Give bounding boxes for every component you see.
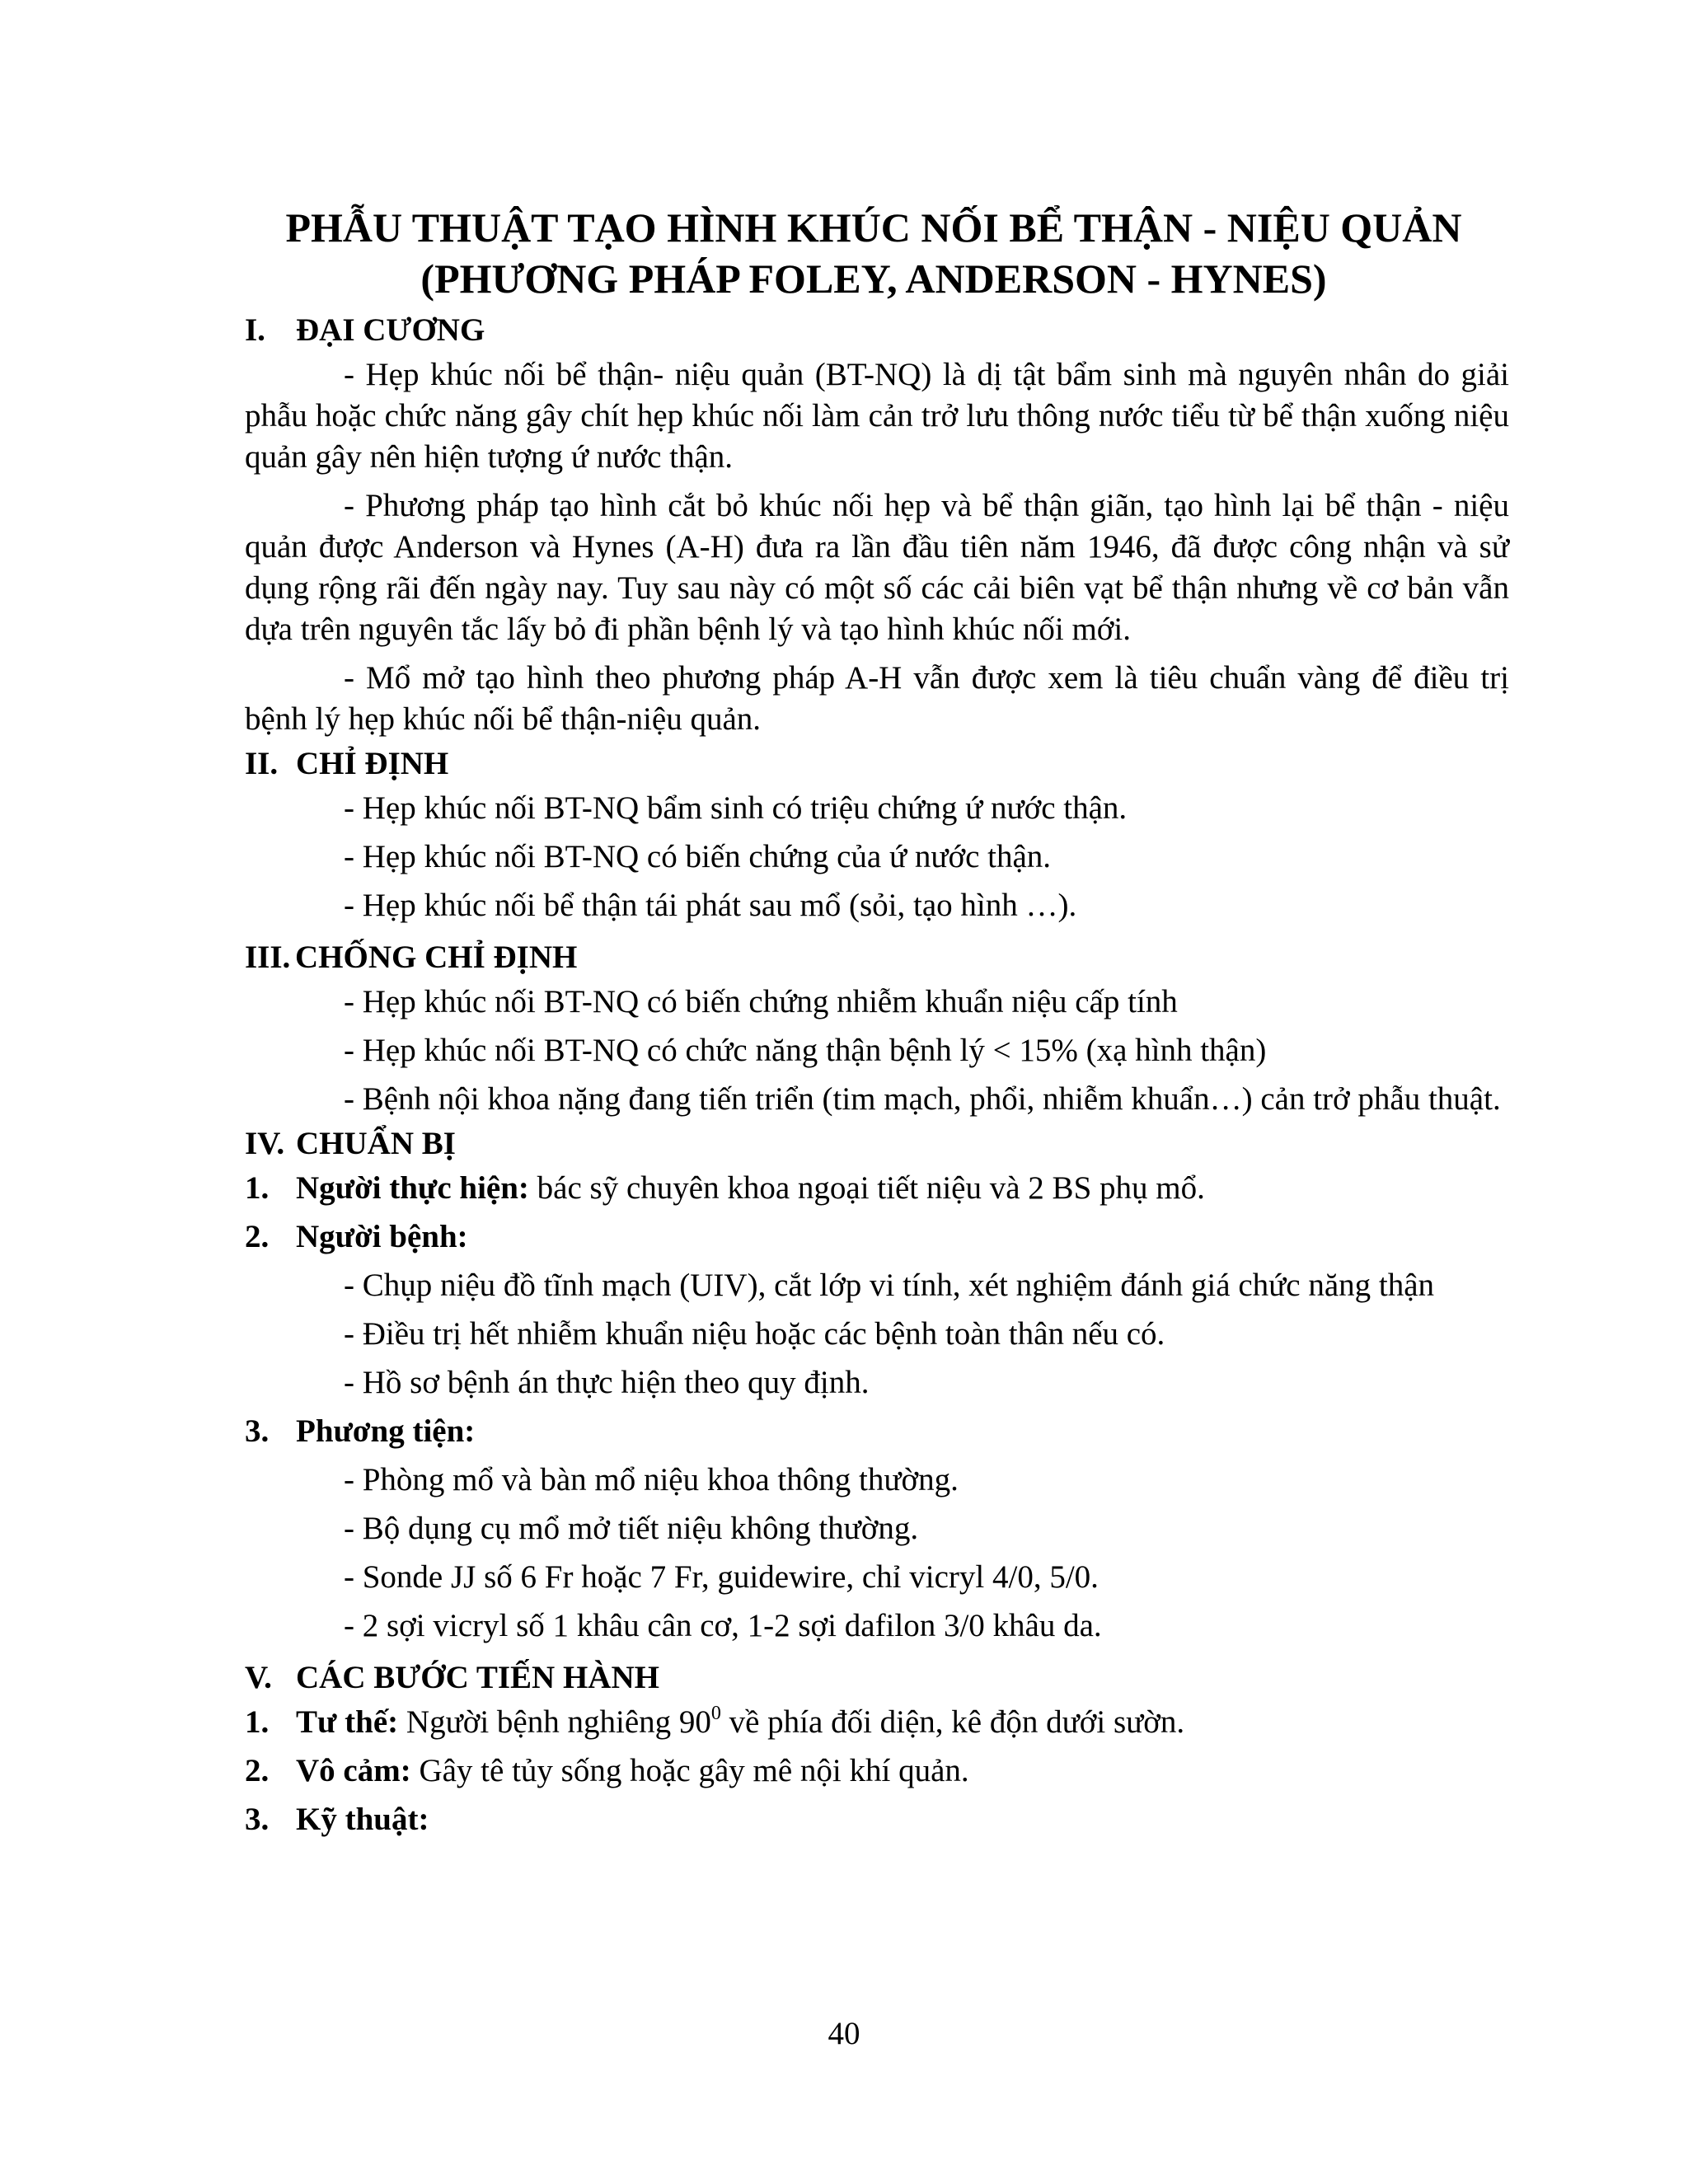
section-heading-chi-dinh	[245, 740, 1509, 788]
paragraph: - Mổ mở tạo hình theo phương pháp A-H vẫn được xem là tiêu chuẩn vàng để điều trị bệnh lý hẹp khúc nối bể thận-niệu quản.	[245, 660, 1509, 737]
subsection-nguoi-benh	[245, 1216, 1509, 1258]
section-title: CHUẨN BỊ	[296, 1126, 456, 1161]
list-item: - 2 sợi vicryl số 1 khâu cân cơ, 1-2 sợi dafilon 3/0 khâu da.	[344, 1608, 1102, 1643]
paragraph: - Hẹp khúc nối bể thận- niệu quản (BT-NQ) là dị tật bẩm sinh mà nguyên nhân do giải phẫu hoặc chức năng gây chít hẹp khúc nối làm cản trở lưu thông nước tiểu từ bể thận xuống niệu quản gây nên hiện tượng ứ nước thận.	[245, 357, 1509, 475]
title-line-1: PHẪU THUẬT TẠO HÌNH KHÚC NỐI BỂ THẬN - NIỆU QUẢN	[285, 204, 1462, 251]
subsection-tu-the	[245, 1702, 1509, 1743]
subsection-text: Người bệnh nghiêng 90	[398, 1704, 711, 1740]
subsection-label: Kỹ thuật:	[296, 1802, 429, 1837]
subsection-number: 2.	[245, 1753, 270, 1788]
subsection-number: 2.	[245, 1219, 270, 1254]
list-item: - Hẹp khúc nối BT-NQ có chức năng thận bệnh lý < 15% (xạ hình thận)	[344, 1033, 1267, 1068]
subsection-label: Tư thế:	[296, 1704, 399, 1740]
list-item: - Sonde JJ số 6 Fr hoặc 7 Fr, guidewire, chỉ vicryl 4/0, 5/0.	[344, 1559, 1099, 1595]
document-body	[245, 307, 1509, 1848]
section-title: ĐẠI CƯƠNG	[296, 312, 485, 348]
list-item: - Điều trị hết nhiễm khuẩn niệu hoặc các bệnh toàn thân nếu có.	[344, 1316, 1165, 1352]
subsection-phuong-tien	[245, 1411, 1509, 1452]
subsection-label: Phương tiện:	[296, 1413, 476, 1449]
superscript-degree: 0	[710, 1703, 721, 1724]
section-heading-cac-buoc-tien-hanh	[245, 1654, 1509, 1702]
subsection-text: về phía đối diện, kê độn dưới sườn.	[720, 1704, 1185, 1740]
section-title: CHỐNG CHỈ ĐỊNH	[295, 940, 578, 975]
subsection-number: 3.	[245, 1802, 270, 1837]
list-item: - Hẹp khúc nối BT-NQ có biến chứng của ứ nước thận.	[344, 839, 1052, 874]
list-item: - Bộ dụng cụ mổ mở tiết niệu không thường.	[344, 1511, 919, 1546]
list-item: - Phòng mổ và bàn mổ niệu khoa thông thường.	[344, 1462, 959, 1497]
subsection-text: bác sỹ chuyên khoa ngoại tiết niệu và 2 BS phụ mổ.	[528, 1170, 1205, 1206]
section-number: IV.	[245, 1126, 285, 1161]
section-number: I.	[245, 312, 265, 348]
list-item: - Hẹp khúc nối bể thận tái phát sau mổ (sỏi, tạo hình …).	[344, 888, 1077, 923]
subsection-nguoi-thuc-hien	[245, 1168, 1509, 1209]
list-item: - Hẹp khúc nối BT-NQ có biến chứng nhiễm khuẩn niệu cấp tính	[344, 984, 1178, 1019]
subsection-label: Người thực hiện:	[296, 1170, 529, 1206]
list-item: - Hồ sơ bệnh án thực hiện theo quy định.	[344, 1365, 870, 1400]
subsection-ky-thuat	[245, 1799, 1509, 1840]
subsection-number: 3.	[245, 1413, 270, 1449]
section-number: V.	[245, 1660, 272, 1695]
page-title	[231, 202, 1517, 304]
subsection-number: 1.	[245, 1170, 270, 1206]
section-heading-chong-chi-dinh	[245, 934, 1509, 982]
subsection-label: Người bệnh:	[296, 1219, 468, 1254]
paragraph: - Phương pháp tạo hình cắt bỏ khúc nối hẹp và bể thận giãn, tạo hình lại bể thận - niệu quản được Anderson và Hynes (A-H) đưa ra lần đầu tiên năm 1946, đã được công nhận và sử dụng rộng rãi đến ngày nay. Tuy sau này có một số các cải biên vạt bể thận nhưng về cơ bản vẫn dựa trên nguyên tắc lấy bỏ đi phần bệnh lý và tạo hình khúc nối mới.	[245, 488, 1509, 647]
section-title: CHỈ ĐỊNH	[296, 746, 449, 781]
subsection-number: 1.	[245, 1704, 270, 1740]
subsection-label: Vô cảm:	[296, 1753, 411, 1788]
subsection-vo-cam	[245, 1750, 1509, 1792]
subsection-text: Gây tê tủy sống hoặc gây mê nội khí quản.	[410, 1753, 969, 1788]
title-line-2: (PHƯƠNG PHÁP FOLEY, ANDERSON - HYNES)	[420, 255, 1327, 302]
paragraph: - Bệnh nội khoa nặng đang tiến triển (tim mạch, phổi, nhiễm khuẩn…) cản trở phẫu thuật.	[344, 1081, 1501, 1117]
section-number: III.	[245, 940, 291, 975]
section-heading-dai-cuong	[245, 307, 1509, 354]
paragraph: - Chụp niệu đồ tĩnh mạch (UIV), cắt lớp vi tính, xét nghiệm đánh giá chức năng thận	[344, 1268, 1435, 1303]
list-item: - Hẹp khúc nối BT-NQ bẩm sinh có triệu chứng ứ nước thận.	[344, 790, 1128, 826]
section-heading-chuan-bi	[245, 1120, 1509, 1168]
section-title: CÁC BƯỚC TIẾN HÀNH	[296, 1660, 659, 1695]
section-number: II.	[245, 746, 279, 781]
page-number: 40	[828, 2016, 860, 2051]
